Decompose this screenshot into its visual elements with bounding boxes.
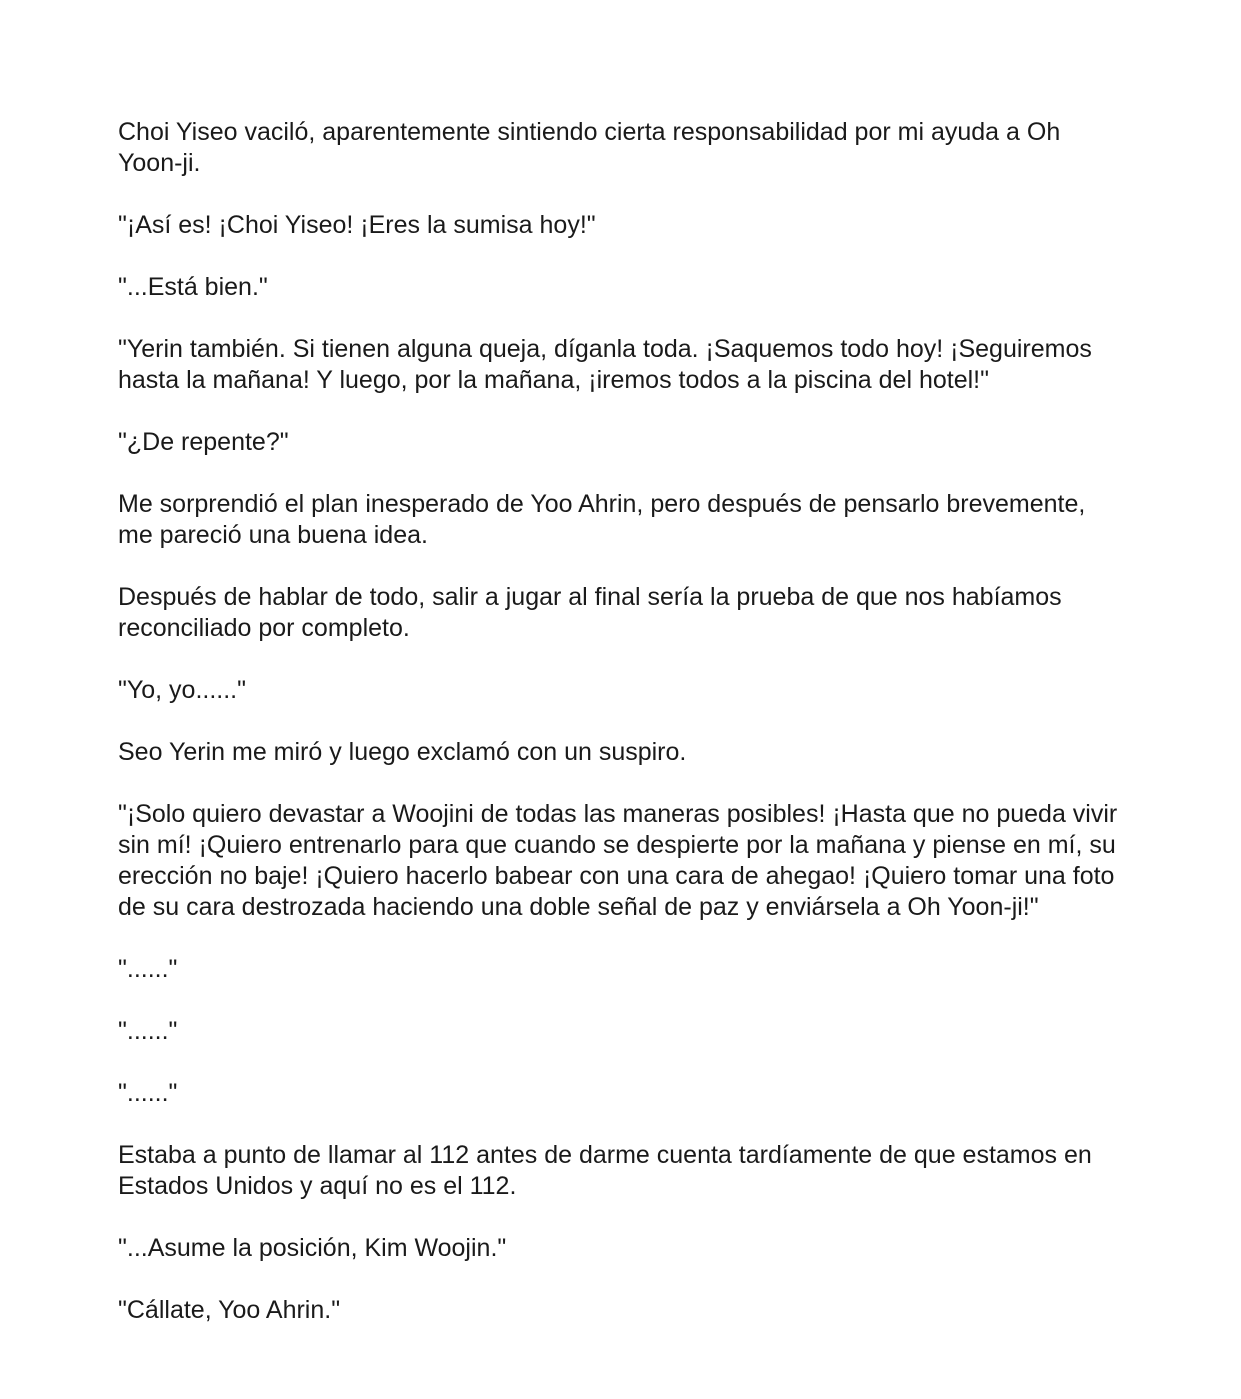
document-body bbox=[118, 117, 1118, 1357]
paragraph: Estaba a punto de llamar al 112 antes de darme cuenta tardíamente de que estamos en Estados Unidos y aquí no es el 112. bbox=[118, 1141, 1092, 1200]
paragraph: "¿De repente?" bbox=[118, 428, 289, 456]
paragraph: Choi Yiseo vaciló, aparentemente sintiendo cierta responsabilidad por mi ayuda a Oh Yoon-ji. bbox=[118, 118, 1061, 177]
paragraph: "...Está bien." bbox=[118, 273, 268, 301]
paragraph: "......" bbox=[118, 955, 178, 983]
paragraph: Seo Yerin me miró y luego exclamó con un suspiro. bbox=[118, 738, 687, 766]
paragraph: "Yo, yo......" bbox=[118, 676, 247, 704]
paragraph: "Yerin también. Si tienen alguna queja, díganla toda. ¡Saquemos todo hoy! ¡Seguiremos hasta la mañana! Y luego, por la mañana, ¡iremos todos a la piscina del hotel!" bbox=[118, 335, 1092, 394]
paragraph: "......" bbox=[118, 1079, 178, 1107]
paragraph: "...Asume la posición, Kim Woojin." bbox=[118, 1234, 507, 1262]
paragraph: "¡Solo quiero devastar a Woojini de todas las maneras posibles! ¡Hasta que no pueda vivir sin mí! ¡Quiero entrenarlo para que cuando se despierte por la mañana y piense en mí, su erección no baje! ¡Quiero hacerlo babear con una cara de ahegao! ¡Quiero tomar una foto de su cara destrozada haciendo una doble señal de paz y enviársela a Oh Yoon-ji!" bbox=[118, 800, 1118, 921]
paragraph: "Cállate, Yoo Ahrin." bbox=[118, 1296, 341, 1324]
paragraph: "¡Así es! ¡Choi Yiseo! ¡Eres la sumisa hoy!" bbox=[118, 211, 596, 239]
paragraph: Después de hablar de todo, salir a jugar al final sería la prueba de que nos habíamos reconciliado por completo. bbox=[118, 583, 1062, 642]
paragraph: "......" bbox=[118, 1017, 178, 1045]
paragraph: Me sorprendió el plan inesperado de Yoo Ahrin, pero después de pensarlo brevemente, me pareció una buena idea. bbox=[118, 490, 1086, 549]
